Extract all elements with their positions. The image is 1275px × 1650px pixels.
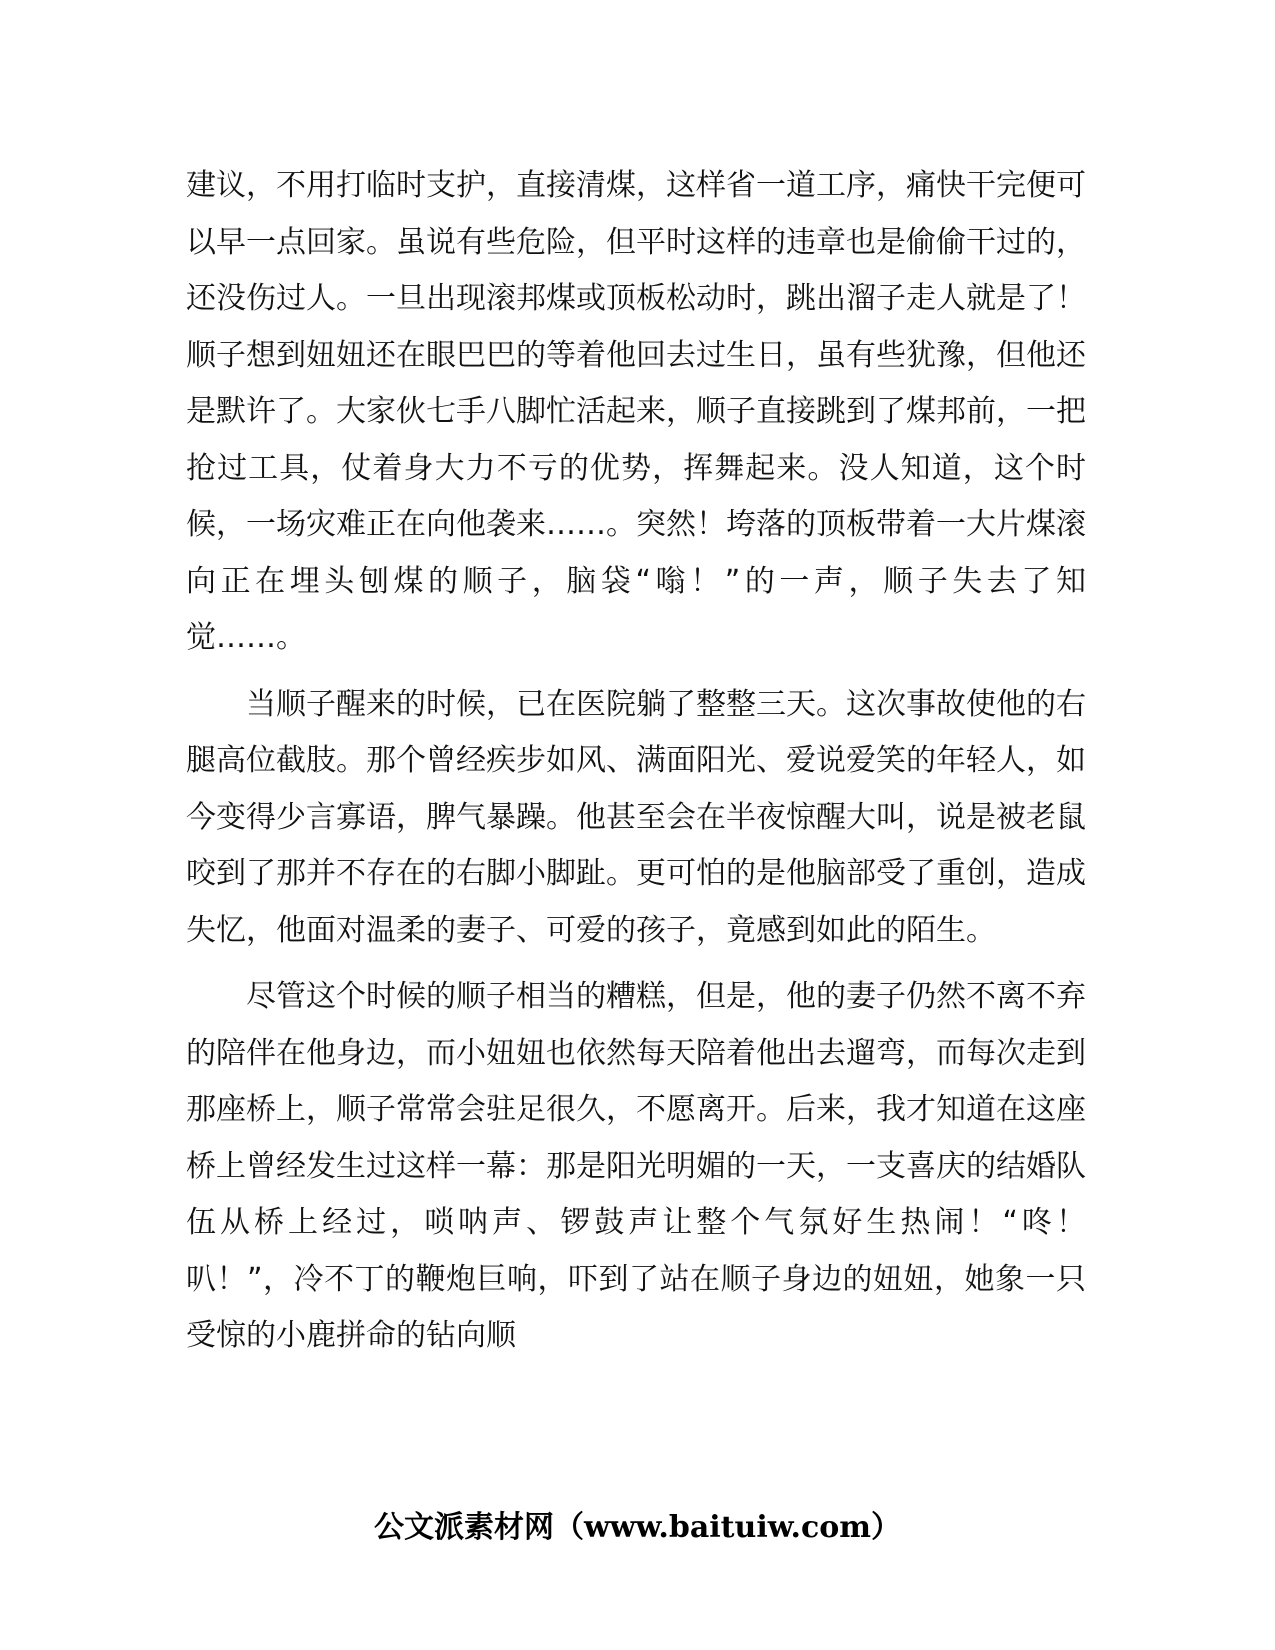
paragraph-2: 当顺子醒来的时候，已在医院躺了整整三天。这次事故使他的右腿高位截肢。那个曾经疾步如风、满面阳光、爱说爱笑的年轻人，如今变得少言寡语，脾气暴躁。他甚至会在半夜惊醒大叫，说是被老鼠咬到了那并不存在的右脚小脚趾。更可怕的是他脑部受了重创，造成失忆，他面对温柔的妻子、可爱的孩子，竟感到如此的陌生。	[186, 686, 1086, 948]
paragraph-1: 建议，不用打临时支护，直接清煤，这样省一道工序，痛快干完便可以早一点回家。虽说有些危险，但平时这样的违章也是偷偷干过的，还没伤过人。一旦出现滚邦煤或顶板松动时，跳出溜子走人就是了！顺子想到妞妞还在眼巴巴的等着他回去过生日，虽有些犹豫，但他还是默许了。大家伙七手八脚忙活起来，顺子直接跳到了煤邦前，一把抢过工具，仗着身大力不亏的优势，挥舞起来。没人知道，这个时候，一场灾难正在向他袭来……。突然！垮落的顶板带着一大片煤滚向正在埋头刨煤的顺子，脑袋“嗡！”的一声，顺子失去了知觉……。	[186, 168, 1086, 655]
footer-watermark: 公文派素材网（www.baituiw.com）	[373, 1510, 902, 1545]
paragraph-3: 尽管这个时候的顺子相当的糟糕，但是，他的妻子仍然不离不弃的陪伴在他身边，而小妞妞也依然每天陪着他出去遛弯，而每次走到那座桥上，顺子常常会驻足很久，不愿离开。后来，我才知道在这座桥上曾经发生过这样一幕：那是阳光明媚的一天，一支喜庆的结婚队伍从桥上经过，唢呐声、锣鼓声让整个气氛好生热闹！“咚！叭！”，冷不丁的鞭炮巨响，吓到了站在顺子身边的妞妞，她象一只受惊的小鹿拼命的钻向顺	[186, 979, 1086, 1353]
body-text	[186, 158, 1086, 1365]
